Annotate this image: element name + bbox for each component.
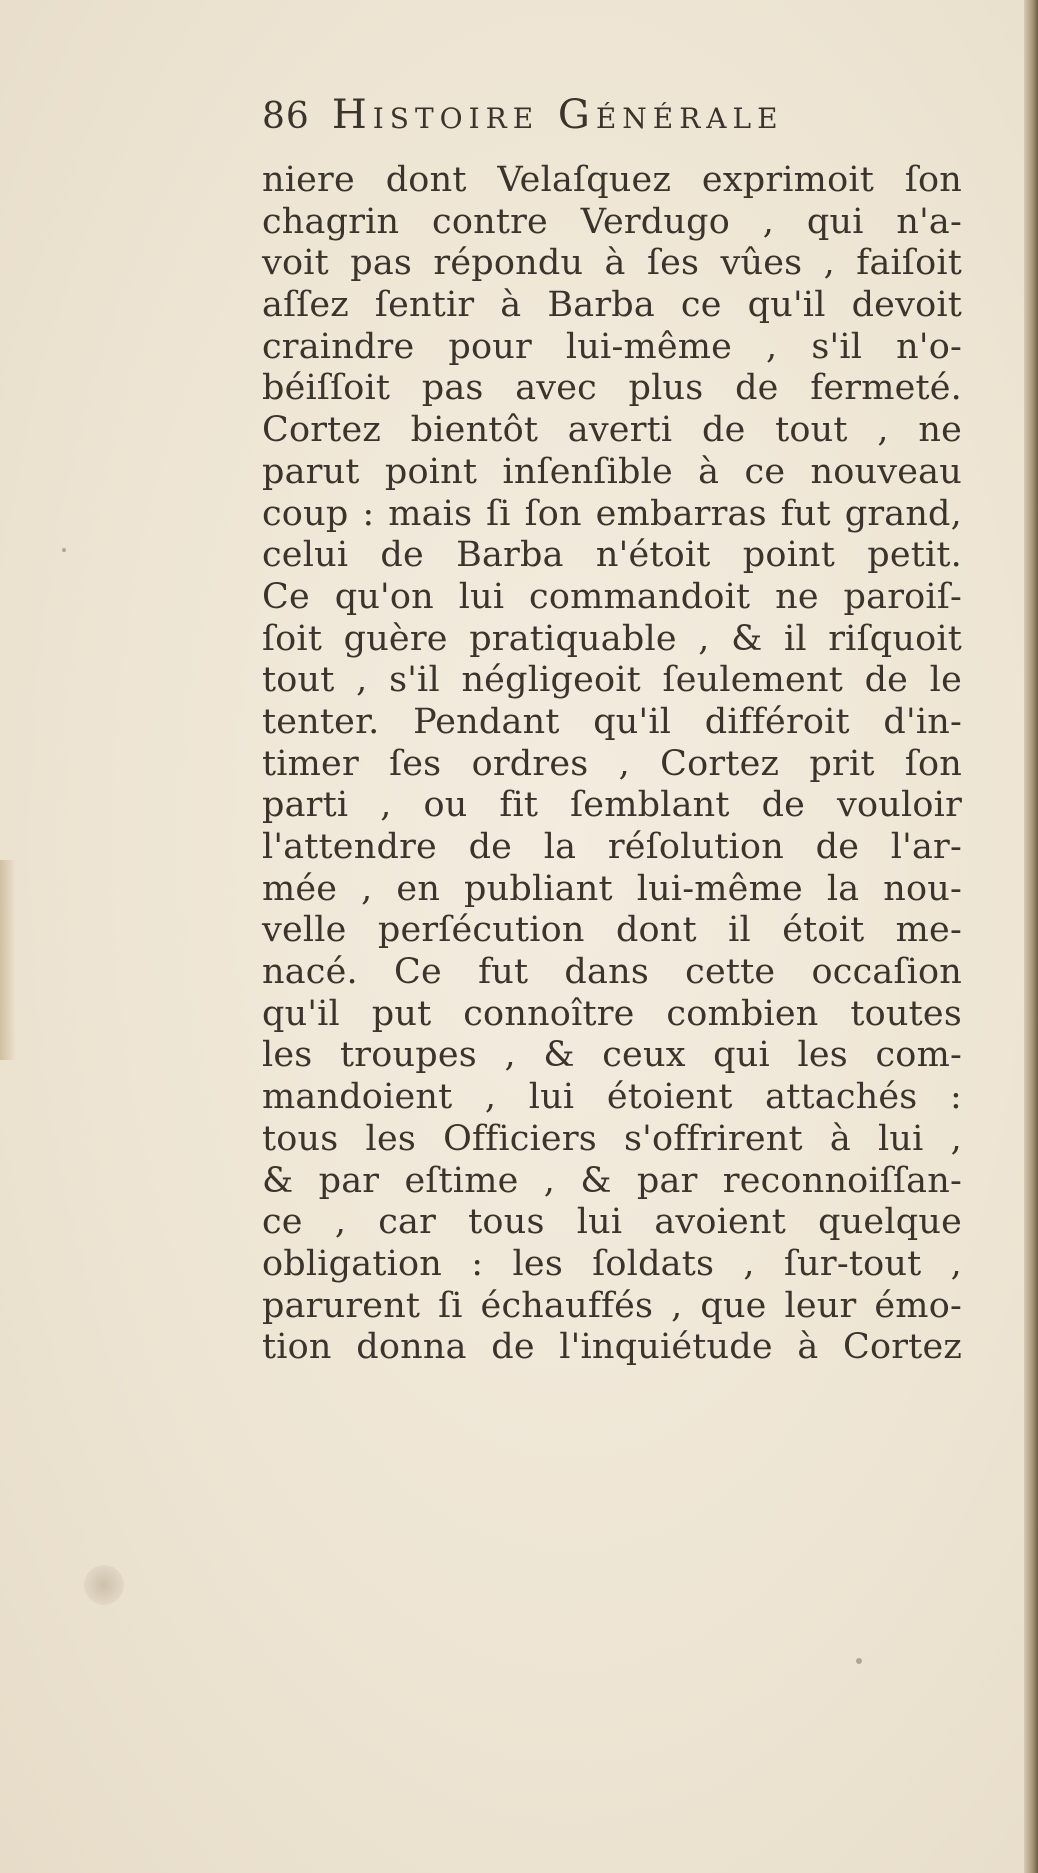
running-head: Histoire Générale [331, 92, 784, 138]
text-line: parurent ſi échauffés , que leur émo- [262, 1285, 962, 1326]
text-line: obligation : les ſoldats , ſur-tout , [262, 1243, 962, 1284]
text-line: velle perſécution dont il étoit me- [262, 910, 962, 951]
text-line: parut point inſenſible à ce nouveau [262, 451, 962, 492]
text-line: qu'il put connoître combien toutes [262, 993, 962, 1034]
text-line: l'attendre de la réſolution de l'ar- [262, 827, 962, 867]
page-header [262, 92, 922, 154]
text-line: tous les Officiers s'offrirent à lui , [262, 1118, 962, 1159]
text-line: craindre pour lui-même , s'il n'o- [262, 326, 962, 367]
text-line: parti , ou fit ſemblant de vouloir [262, 785, 962, 826]
body-text [262, 160, 962, 1369]
text-line: Cortez bientôt averti de tout , ne [262, 410, 962, 451]
text-line: aſſez ſentir à Barba ce qu'il devoit [262, 285, 962, 326]
text-line: mée , en publiant lui-même la nou- [262, 868, 962, 909]
ink-speck [62, 548, 66, 552]
page-number: 86 [262, 96, 310, 137]
text-line: tion donna de l'inquiétude à Cortez [262, 1327, 962, 1368]
text-line: tenter. Pendant qu'il différoit d'in- [262, 701, 962, 742]
text-line: tout , s'il négligeoit ſeulement de le [262, 660, 962, 701]
text-line: voit pas répondu à ſes vûes , faiſoit [262, 243, 962, 284]
text-line: les troupes , & ceux qui les com- [262, 1035, 962, 1076]
text-line: celui de Barba n'étoit point petit. [262, 535, 962, 576]
text-line: nacé. Ce fut dans cette occaſion [262, 952, 962, 993]
text-line: ce , car tous lui avoient quelque [262, 1202, 962, 1243]
page-edge [1024, 0, 1038, 1873]
page-stain [0, 860, 16, 1060]
ink-speck [856, 1658, 862, 1664]
text-line: chagrin contre Verdugo , qui n'a- [262, 201, 962, 242]
text-line: niere dont Velaſquez exprimoit ſon [262, 160, 962, 200]
text-line: ſoit guère pratiquable , & il riſquoit [262, 618, 962, 659]
text-line: timer ſes ordres , Cortez prit ſon [262, 743, 962, 784]
text-line: béiſſoit pas avec plus de fermeté. [262, 368, 962, 409]
text-line: coup : mais ſi ſon embarras fut grand, [262, 493, 962, 534]
page-smudge [84, 1565, 124, 1605]
text-line: & par eſtime , & par reconnoiſſan- [262, 1160, 962, 1201]
text-line: mandoient , lui étoient attachés : [262, 1077, 962, 1118]
text-line: Ce qu'on lui commandoit ne paroiſ- [262, 576, 962, 617]
